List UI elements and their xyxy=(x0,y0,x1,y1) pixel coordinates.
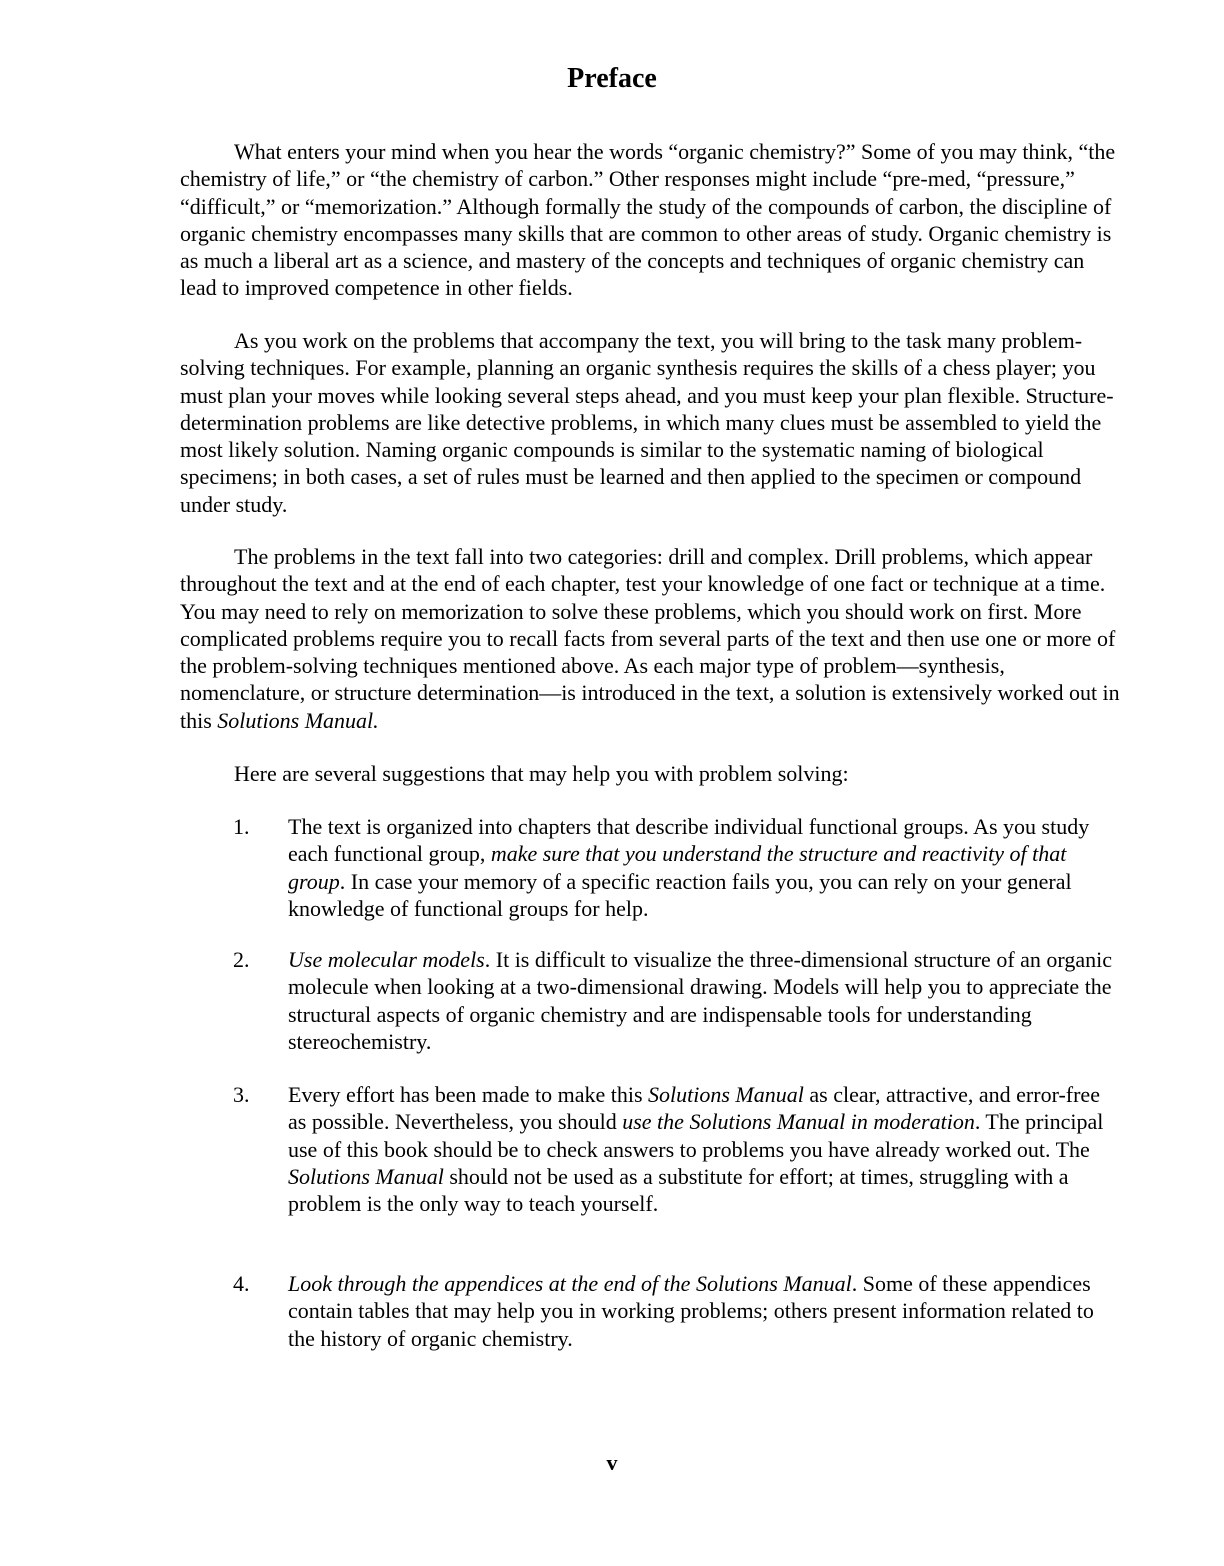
list-item-text xyxy=(288,1270,1120,1352)
paragraph-intro: What enters your mind when you hear the words “organic chemistry?” Some of you may think, “the chemistry of life,” or “the chemistry of carbon.” Other responses might include “pre-med, “pressure,” “difficult,” or “memorization.” Although formally the study of the compounds of carbon, the discipline of organic chemistry encompasses many skills that are common to other areas of study. Organic chemistry is as much a liberal art as a science, and mastery of the concepts and techniques of organic chemistry can lead to improved competence in other fields. xyxy=(180,139,1116,301)
list-item-number: 3. xyxy=(233,1082,250,1107)
list-item-number: 1. xyxy=(233,814,250,839)
emphasis-text: use the Solutions Manual in moderation xyxy=(622,1109,975,1135)
text-run: The text is organized into chapters that describe individual functional groups. As you study each functional group, xyxy=(288,814,1090,867)
list-item-number: 4. xyxy=(233,1271,250,1296)
list-item-text xyxy=(288,813,1120,922)
text-run: . In case your memory of a specific reaction fails you, you can rely on your general knowledge of functional groups for help. xyxy=(288,868,1072,921)
paragraph-problem-solving: As you work on the problems that accompany the text, you will bring to the task many problem-solving techniques. For example, planning an organic synthesis requires the skills of a chess player; you must plan your moves while looking several steps ahead, and you must keep your plan flexible. Structure-determination problems are like detective problems, in which many clues must be assembled to yield the most likely solution. Naming organic compounds is similar to the systematic naming of biological specimens; in both cases, a set of rules must be learned and then applied to the specimen or compound under study. xyxy=(180,328,1114,517)
text-run: Every effort has been made to make this xyxy=(288,1082,649,1107)
list-item xyxy=(233,813,1120,922)
text-run: should not be used as a substitute for effort; at times, struggling with a problem is the only way to teach yourself. xyxy=(288,1163,1069,1217)
paragraph-suggestions-intro: Here are several suggestions that may help you with problem solving: xyxy=(234,761,849,786)
text-run: as clear, attractive, and error-free as possible. Nevertheless, you should xyxy=(288,1082,1100,1135)
list-item-text xyxy=(288,946,1120,1055)
list-item xyxy=(233,1081,1120,1217)
list-item xyxy=(233,946,1120,1055)
emphasis-text: Use molecular models xyxy=(288,947,485,972)
emphasis-text: Look through the appendices at the end of the Solutions Manual xyxy=(288,1271,852,1296)
list-item-text xyxy=(288,1081,1120,1217)
paragraph-problem-categories xyxy=(180,543,1120,734)
page-number: v xyxy=(606,1450,618,1475)
emphasis-text: Solutions Manual xyxy=(648,1082,804,1107)
emphasis-text: make sure that you understand the structure and reactivity of that group xyxy=(288,841,1067,894)
page-title: Preface xyxy=(567,63,657,94)
text-run: . Some of these appendices contain tables that may help you in working problems; others present information related to the history of organic chemistry. xyxy=(288,1271,1094,1351)
emphasis-text: Solutions Manual xyxy=(288,1163,444,1189)
emphasis-text: Solutions Manual. xyxy=(217,707,379,733)
list-item xyxy=(233,1270,1120,1352)
paragraph-text: The problems in the text fall into two categories: drill and complex. Drill problems, which appear throughout the text and at the end of each chapter, test your knowledge of one fact or technique at a time. You may need to rely on memorization to solve these problems, which you should work on first. More complicated problems require you to recall facts from several parts of the text and then use one or more of the problem-solving techniques mentioned above. As each major type of problem—synthesis, nomenclature, or structure determination—is introduced in the text, a solution is extensively worked out in this xyxy=(180,544,1120,733)
list-item-number: 2. xyxy=(233,947,250,972)
text-run: . The principal use of this book should be to check answers to problems you have already worked out. The xyxy=(288,1109,1104,1162)
text-run: . It is difficult to visualize the three-dimensional structure of an organic molecule when looking at a two-dimensional drawing. Models will help you to appreciate the structural aspects of organic chemistry and are indispensable tools for understanding stereochemistry. xyxy=(288,947,1112,1054)
